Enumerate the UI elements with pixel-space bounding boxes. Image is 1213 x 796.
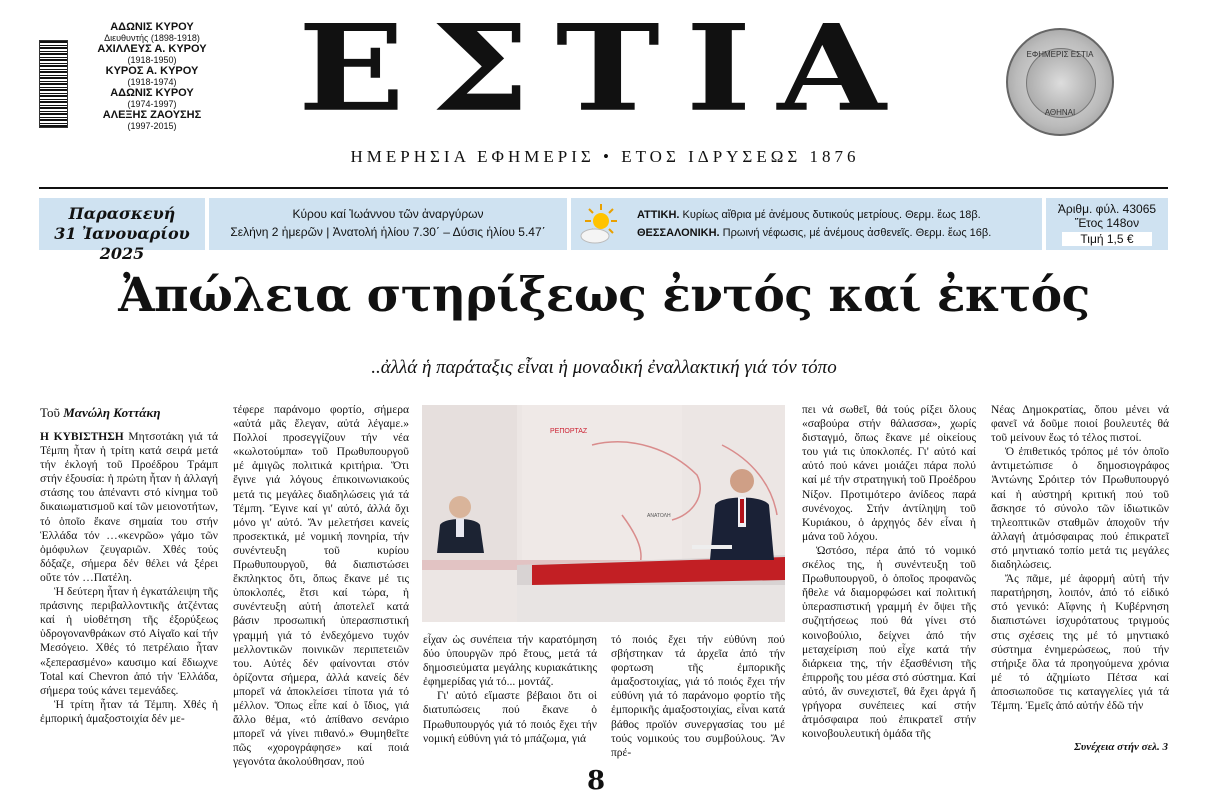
weather-box [571, 198, 1042, 250]
photo-label: ΡΕΠΟΡΤΑΖ [550, 428, 588, 435]
paragraph: τό ποιός ἔχει τήν εὐθύνη πού σβήστηκαν τά ἀρχεῖα ἀπό τήν φορτωση τῆς ἐμπορικῆς ἀμαξοστοιχίας, γιά τό ποιός ἔχει τήν εὐθύνη γιά τό παράνομο φορτίο τῆς ἐμπορικῆς ἀμαξοστοιχίας, εἶναι κατά βάθος προϊόν συνεργασίας του μέ τούς νομικούς του συμβούλους. Ἄν πρέ- [611, 634, 785, 759]
article-column-3 [423, 633, 597, 746]
paragraph: εἶχαν ὡς συνέπεια τήν καρατόμηση δύο ὑπουργῶν πρό ἔτους, μετά τά δημοσιεύματα μεγάλης κυριακάτικης ἐφημερίδας γιά τό... μοντάζ. [423, 634, 597, 689]
byline [40, 405, 160, 421]
paragraph: πει νά σωθεῖ, θά τούς ρίξει ὅλους «σαβούρα στήν θάλασσα», χωρίς δισταγμό, ὅπως ἔκανε μέ οἰκείους του γιά τις ὑποκλοπές. Γι' αὐτό καί αὐτό πού κάνει μοιάζει πάρα πολύ καί μέ τήν στρατηγική τοῦ Προέδρου Νίξον. Προτιμότερο ἀνίδεος παρά συνένοχος. Στήν ἀντίληψη τοῦ Κυριάκου, ὁ ἀρχηγός δέν εἶναι ἡ μάνα τοῦ λόχου. [802, 404, 976, 543]
date-box [39, 198, 205, 263]
full-date: 31 Ἰανουαρίου 2025 [54, 224, 190, 263]
map-label: ΑΝΑΤΟΛΗ [647, 513, 671, 519]
founder-name: ΚΥΡΟΣ Α. ΚΥΡΟΥ [105, 65, 199, 77]
masthead-rule [39, 187, 1168, 189]
seal-text-top: ΕΦΗΜΕΡΙΣ ΕΣΤΙΑ [1026, 50, 1094, 59]
moon-sun-times: Σελήνη 2 ἡμερῶν | Ἀνατολή ἡλίου 7.30΄ – Δύσις ἡλίου 5.47΄ [230, 225, 546, 239]
weather-attica: Κυρίως αἴθρια μέ ἀνέμους δυτικούς μετρίους. Θερμ. ἕως 18β. [682, 209, 981, 221]
article-column-1 [40, 430, 218, 726]
founder-dates: (1918-1974) [127, 77, 177, 87]
tagline: ΗΜΕΡΗΣΙΑ ΕΦΗΜΕΡΙΣ • ΕΤΟΣ ΙΔΡΥΣΕΩΣ 1876 [350, 147, 860, 166]
weather-text [637, 206, 1037, 242]
paragraph: Ἄς πᾶμε, μέ ἀφορμή αὐτή τήν παρατήρηση, λοιπόν, ἀπό τό εἰδικό στό γενικό: Αἴφνης ἡ Κυβέρνηση διαπιστώνει ἰσχυρότατους τριγμούς στις σχέσεις της μέ τό μηντιακό σύστημα ἐνημερώσεως, πού τήν στήριξε ὅλα τά προηγούμενα χρόνια μέ τό ἀζημίωτο Πέτσα καί ἀποσιωποῦσε τις καταγγελίες γιά τά Τέμπη. Ἐμεῖς ἀπό αὐτήν ἐδῶ τήν [991, 573, 1169, 712]
founder-dates: (1997-2015) [127, 121, 177, 131]
issue-number: Ἀριθμ. φύλ. 43065 [1057, 202, 1157, 216]
paragraph: Γι' αὐτό εἴμαστε βέβαιοι ὅτι οἱ διατυπώσεις πού ἔκανε ὁ Πρωθυπουργός γιά τό ποιός ἔχει τήν νομική εὐθύνη γιά τό μπάζωμα, γιά [423, 690, 597, 745]
weekday: Παρασκευή [68, 204, 176, 223]
paragraph: Νέας Δημοκρατίας, ὅπου μένει νά φανεῖ νά δοῦμε ποιοί βουλευτές θά τοῦ μείνουν ἕως τό τέλος πιστοί. [991, 404, 1169, 445]
paragraph: Ὁ ἐπιθετικός τρόπος μέ τόν ὁποῖο ἀντιμετώπισε ὁ δημοσιογράφος Ἀντώνης Σρόιτερ τόν Πρωθυπουργό καί ἡ αὐστηρή κριτική πού τοῦ ἄσκησε τό σύνολο τῶν ἰδιωτικῶν τηλεοπτικῶν σταθμῶν ἀποχοῦν τήν ἀλλαγή ἀτμόσφαιρας πού ἐπικρατεῖ στό μηντιακό τοπίο μετά τις μεγάλες διαδηλώσεις. [991, 446, 1169, 572]
paragraph: Ὡστόσο, πέρα ἀπό τό νομικό σκέλος της, ἡ συνέντευξη τοῦ Πρωθυπουργοῦ, ὁ ὁποῖος προφανῶς ἤθελε νά διαμορφώσει καί πολιτική ὑπερασπιστική γραμμή ἐν ὄψει τῆς συζητήσεως πού θά γίνει στό κοινοβούλιο, δείχνει ἀπό τήν μεταχείριση πού εἶχε κατά τήν διάρκεια της, τήν ἐξασθένιση τῆς ἐπιρροῆς του μέσα στό σύστημα. Καί αὐτό, ἄν συνεχιστεῖ, θά ἔχει ἀργά ἤ γρήγορα συνέπειες καί στήν ἀτμόσφαιρα πού ἐπικρατεῖ στήν κοινοβουλευτική ὁμάδα τῆς [802, 544, 976, 741]
barcode [39, 40, 68, 128]
newspaper-logo: ΕΣΤΙΑ [298, 0, 912, 139]
article-column-2 [233, 403, 409, 769]
subheadline: ..ἀλλά ἡ παράταξις εἶναι ἡ μοναδική ἐναλλακτική γιά τόν τόπο [371, 357, 837, 378]
byline-prefix: Τοῦ [40, 405, 60, 420]
main-headline: Ἀπώλεια στηρίξεως ἐντός καί ἐκτός [118, 268, 1090, 323]
saints-of-day: Κύρου καί Ἰωάννου τῶν ἀναργύρων [292, 207, 484, 221]
founder-name: ΑΔΩΝΙΣ ΚΥΡΟΥ [110, 21, 194, 33]
seal-emblem [1006, 28, 1114, 136]
paragraph: Ἡ δεύτερη ἦταν ἡ ἐγκατάλειψη τῆς πράσινης περιβαλλοντικῆς ἀτζέντας καί ἡ υἱοθέτηση τῆς ἐξορύξεως ὑδρογονανθράκων στό Αἰγαῖο καί τήν Μεσόγειο. Χθές τό πετρέλαιο ἦταν «ξεπερασμένο» καυσιμο καί ἔδιωχνε Total καί Chevron ἀπό τήν Ἑλλάδα, σήμερα τούς κάνει τεμενάδες. [40, 586, 218, 697]
founder-dates: (1918-1950) [127, 55, 177, 65]
founder-dates: (1974-1997) [127, 99, 177, 109]
tv-studio-scene [422, 405, 785, 622]
page-number: 8 [587, 766, 606, 796]
seal-text-bottom: ΑΘΗΝΑΙ [1044, 108, 1076, 117]
founder-name: ΑΔΩΝΙΣ ΚΥΡΟΥ [110, 87, 194, 99]
founder-name: ΑΧΙΛΛΕΥΣ Α. ΚΥΡΟΥ [97, 43, 207, 55]
founder-dates: Διευθυντής (1898-1918) [104, 33, 200, 43]
article-column-5 [802, 403, 976, 741]
byline-author: Μανώλη Κοττάκη [63, 405, 161, 420]
weather-place-thessaloniki: ΘΕΣΣΑΛΟΝΙΚΗ. [637, 227, 720, 239]
article-column-4 [611, 633, 785, 760]
paragraph: τέφερε παράνομο φορτίο, σήμερα «αὐτά μᾶς ἔλεγαν, αὐτά λέγαμε.» Πολλοί προσεγγίζουν τήν νέα «κωλοτούμπα» τοῦ Πρωθυπουργοῦ μέ ἀμιγῶς πολιτικά κριτήρια. Ὅτι ἔγινε γιά λόγους ἐπικοινωνιακούς μετά τις μεγάλες διαδηλώσεις γιά τά Τέμπη. Ἔγινε καί γι' αὐτό, ἀλλά ὄχι μόνο γι' αὐτό. Ἄν μελετήσει κανείς προσεκτικά, μέ νομική πονηρία, τήν συνέντευξη τοῦ κυρίου Πρωθυπουργοῦ, θά διαπιστώσει ἔκπληκτος ὅτι, ὅπως ἔκανε μέ τις ὑποκλοπές, ἔτσι καί τώρα, ἡ συνέντευξη αὐτή ἀποτελεῖ κατά βάσιν προσωπική ὑπερασπιστική γραμμή γιά τό ἐνδεχόμενο τυχόν μελλοντικῶν ποινικῶν περιπετειῶν του. Αὐτές δέν φαίνονται στόν ὁρίζοντα σήμερα, ἀλλά κανείς δέν μπορεῖ νά ἀποκλείσει τίποτα γιά τό μέλλον. Ὅπως εἶπε καί ὁ ἴδιος, γιά ἄλλο θέμα, «τό ἀπίθανο σενάριο μπορεῖ νά γίνει πιθανό.» Θυμηθεῖτε πῶς «χορογράφησε» καί ποιά γεγονότα ἀκολούθησαν, πού [233, 404, 409, 769]
founders-list [82, 22, 222, 132]
almanac-box [209, 198, 567, 250]
paragraph: Μητσοτάκη γιά τά Τέμπη ἦταν ἡ τρίτη κατά σειρά μετά τήν ἐκλογή τοῦ Προέδρου Τράμπ στήν ἐξουσία: ἡ πρώτη ἦταν ἡ ἀλλαγή στάσης του ἀπέναντι στό κίνημα τοῦ δικαιωματισμοῦ καί τῶν μειονοτήτων, τό ὁποῖο ἔκανε σημαία του στήν Ἑλλάδα τόν …«κενρῶο» γάμο τῶν ὁμόφυλων ζευγαριῶν. Χθές τούς δόξαζε, σήμερα δέν θέλει νά ξέρει οὔτε τόν …Πατέλη. [40, 431, 218, 584]
lead-in: Η ΚΥΒΙΣΤΗΣΗ [40, 431, 124, 443]
continued-on-page[interactable]: Συνέχεια στήν σελ. 3 [1074, 741, 1168, 753]
price-tag: Τιμή 1,5 € [1062, 232, 1151, 246]
weather-thessaloniki: Πρωινή νέφωσις, μέ ἀνέμους ἀσθενεῖς. Θερμ. ἕως 16β. [722, 227, 992, 239]
issue-year: Ἔτος 148ον [1074, 216, 1140, 230]
sun-cloud-icon [577, 202, 621, 246]
article-column-6 [991, 403, 1169, 713]
interview-photo [422, 405, 785, 622]
issue-box [1046, 198, 1168, 250]
paragraph: Ἡ τρίτη ἦταν τά Τέμπη. Χθές ἡ ἐμπορική ἀμαξοστοιχία δέν με- [40, 698, 218, 725]
founder-name: ΑΛΕΞΗΣ ΖΑΟΥΣΗΣ [102, 109, 202, 121]
weather-place-attica: ΑΤΤΙΚΗ. [637, 209, 680, 221]
